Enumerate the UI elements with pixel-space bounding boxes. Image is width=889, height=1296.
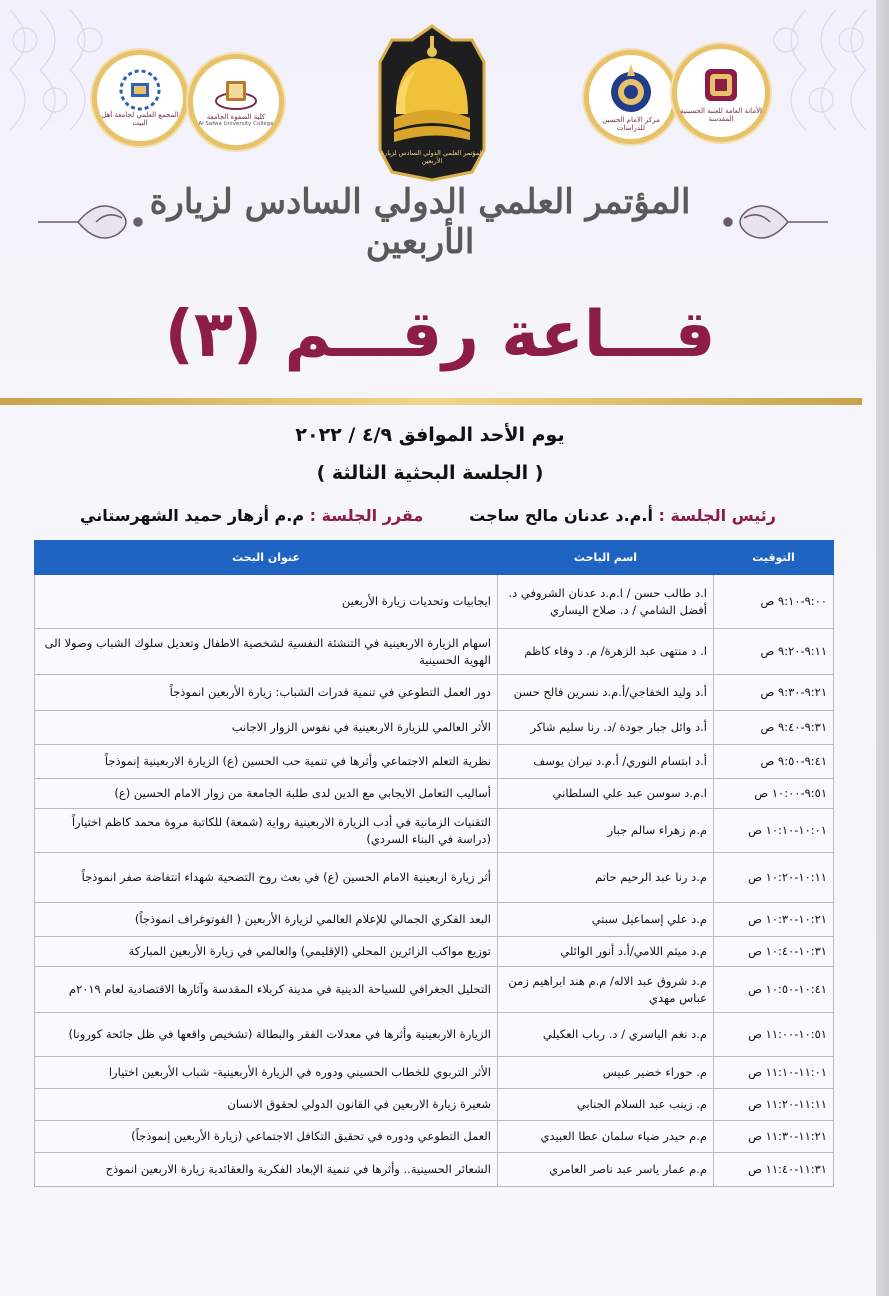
row-time: ٩:١١-٩:٢٠ ص — [714, 629, 834, 675]
row-researcher: م.م حيدر ضياء سلمان عطا العبيدي — [498, 1121, 714, 1153]
row-researcher: م.م عمار ياسر عبد ناصر العامري — [498, 1153, 714, 1187]
logo-safwa-college — [188, 54, 284, 150]
row-time: ١٠:٠١-١٠:١٠ ص — [714, 809, 834, 853]
table-row — [35, 853, 834, 903]
header-time: التوقيت — [714, 541, 834, 575]
row-title: التقنيات الزمانية في أدب الزيارة الاربعينية رواية (شمعة) للكاتبة مروة محمد كاظم اختياراً (دراسة في البناء السردي) — [35, 809, 498, 853]
row-researcher: ا. د منتهى عبد الزهرة/ م. د وفاء كاظم — [498, 629, 714, 675]
row-time: ١١:٢١-١١:٣٠ ص — [714, 1121, 834, 1153]
header-title: عنوان البحث — [35, 541, 498, 575]
row-researcher: أ.د وائل جبار جودة /د. رنا سليم شاكر — [498, 711, 714, 745]
session-rapporteur — [80, 506, 423, 525]
row-researcher: ا.د طالب حسن / ا.م.د عدنان الشروفي د. أفضل الشامي / د. صلاح اليساري — [498, 575, 714, 629]
logo-safwa-college-sub: Al Safwa University College — [198, 121, 274, 128]
row-title: ايجابيات وتحديات زيارة الأربعين — [35, 575, 498, 629]
row-time: ٩:٢١-٩:٣٠ ص — [714, 675, 834, 711]
gold-divider — [0, 398, 862, 405]
row-researcher: أ.د وليد الخفاجي/أ.م.د نسرين فالح حسن — [498, 675, 714, 711]
row-time: ١٠:١١-١٠:٢٠ ص — [714, 853, 834, 903]
row-title: التحليل الجغرافي للسياحة الدينية في مدينة كربلاء المقدسة وآثارها الاقتصادية لعام ٢٠١٩م — [35, 967, 498, 1013]
session-name: ( الجلسة البحثية الثالثة ) — [316, 462, 544, 484]
row-researcher: ا.م.د سوسن عبد علي السلطاني — [498, 779, 714, 809]
logo-imam-hussein-center-name: مركز الامام الحسين للدراسات — [602, 115, 660, 132]
row-researcher: أ.د ابتسام النوري/ أ.م.د نيران يوسف — [498, 745, 714, 779]
table-header-row — [35, 541, 834, 575]
row-researcher: م.د ميثم اللامي/أ.د أنور الوائلي — [498, 937, 714, 967]
row-researcher: م. زينب عبد السلام الجنابي — [498, 1089, 714, 1121]
table-row — [35, 745, 834, 779]
table-row — [35, 903, 834, 937]
row-time: ٩:٠٠-٩:١٠ ص — [714, 575, 834, 629]
row-researcher: م.د رنا عبد الرحيم حاتم — [498, 853, 714, 903]
center-emblem-icon — [606, 62, 656, 116]
logo-hussein-shrine-name: الأمانة العامة للعتبة الحسينية المقدسة — [679, 106, 763, 123]
schedule-table — [34, 540, 834, 1187]
row-title: نظرية التعلم الاجتماعي وأثرها في تنمية حب الحسين (ع) الزيارة الاربعينية إنموذجاً — [35, 745, 498, 779]
row-time: ١٠:٥١-١١:٠٠ ص — [714, 1013, 834, 1057]
logo-left-academy-name: المجمع العلمي لجامعة أهل البيت — [101, 110, 179, 127]
row-researcher: م.م زهراء سالم جبار — [498, 809, 714, 853]
row-title: الأثر العالمي للزيارة الاربعينية في نفوس الزوار الاجانب — [35, 711, 498, 745]
header-researcher: اسم الباحث — [498, 541, 714, 575]
page-edge-shadow — [876, 0, 889, 1296]
session-rapporteur-label: مقرر الجلسة : — [309, 506, 424, 525]
row-title: اسهام الزيارة الاربعينية في التنشئة النفسية لشخصية الاطفال وتعديل سلوك الشباب وصولا الى الهوية الحسينية — [35, 629, 498, 675]
session-chair-name: أ.م.د عدنان مالح ساجت — [469, 506, 653, 525]
logo-hussein-shrine — [672, 44, 770, 142]
row-researcher: م.د شروق عبد الاله/ م.م هند ابراهيم زمن عباس مهدي — [498, 967, 714, 1013]
logo-left-academy — [92, 50, 188, 146]
book-icon — [214, 77, 258, 113]
table-row — [35, 675, 834, 711]
table-row — [35, 779, 834, 809]
row-title: البعد الفكري الجمالي للإعلام العالمي لزيارة الأربعين ( الفوتوغراف انموذجاً) — [35, 903, 498, 937]
row-title: شعيرة زيارة الاربعين في القانون الدولي لحقوق الانسان — [35, 1089, 498, 1121]
title-flourish-right — [718, 192, 828, 252]
emblem-caption: المؤتمر العلمي الدولي السادس لزيارة الأربعين — [380, 149, 484, 165]
session-rapporteur-name: م.م أزهار حميد الشهرستاني — [80, 506, 305, 525]
row-time: ١١:١١-١١:٢٠ ص — [714, 1089, 834, 1121]
row-time: ١٠:٤١-١٠:٥٠ ص — [714, 967, 834, 1013]
table-row — [35, 711, 834, 745]
table-row — [35, 1013, 834, 1057]
conference-emblem — [372, 22, 492, 182]
logo-safwa-college-name: كلية الصفوة الجامعة — [206, 112, 266, 121]
table-row — [35, 629, 834, 675]
conference-title: المؤتمر العلمي الدولي السادس لزيارة الأربعين — [149, 182, 691, 262]
table-row — [35, 575, 834, 629]
row-time: ١٠:٢١-١٠:٣٠ ص — [714, 903, 834, 937]
row-title: الزيارة الاربعينية وأثرها في معدلات الفقر والبطالة (تشخيص واقعها في ظل جائحة كورونا) — [35, 1013, 498, 1057]
row-time: ٩:٤١-٩:٥٠ ص — [714, 745, 834, 779]
hall-title: قـــاعة رقـــم (٣) — [164, 298, 716, 372]
session-chair — [469, 506, 776, 525]
row-researcher: م. حوراء خضير عبيس — [498, 1057, 714, 1089]
row-researcher: م.د نغم الياسري / د. رباب العكيلي — [498, 1013, 714, 1057]
row-time: ١١:٠١-١١:١٠ ص — [714, 1057, 834, 1089]
row-title: أثر زيارة اربعينية الامام الحسين (ع) في بعث روح التضحية شهداء انتفاضة صفر انموذجاً — [35, 853, 498, 903]
row-time: ٩:٥١-١٠:٠٠ ص — [714, 779, 834, 809]
logo-imam-hussein-center — [584, 50, 678, 144]
table-row — [35, 1153, 834, 1187]
table-row — [35, 809, 834, 853]
row-title: الشعائر الحسينية.. وأثرها في تنمية الإبعاد الفكرية والعقائدية زيارة الاربعين انموذج — [35, 1153, 498, 1187]
table-row — [35, 937, 834, 967]
shrine-seal-icon — [699, 63, 743, 107]
session-chair-label: رئيس الجلسة : — [658, 506, 776, 525]
table-row — [35, 967, 834, 1013]
row-researcher: م.د علي إسماعيل سبتي — [498, 903, 714, 937]
academy-emblem-icon — [117, 69, 163, 111]
table-row — [35, 1057, 834, 1089]
row-time: ١٠:٣١-١٠:٤٠ ص — [714, 937, 834, 967]
row-title: دور العمل التطوعي في تنمية قدرات الشباب: زيارة الأربعين انموذجاً — [35, 675, 498, 711]
row-title: العمل التطوعي ودوره في تحقيق التكافل الاجتماعي (زيارة الأربعين إنموذجاً) — [35, 1121, 498, 1153]
table-row — [35, 1089, 834, 1121]
row-time: ١١:٣١-١١:٤٠ ص — [714, 1153, 834, 1187]
session-date: يوم الأحد الموافق ٤/٩ / ٢٠٢٢ — [295, 424, 565, 446]
table-row — [35, 1121, 834, 1153]
row-time: ٩:٣١-٩:٤٠ ص — [714, 711, 834, 745]
row-title: أساليب التعامل الايجابي مع الدين لدى طلبة الجامعة من زوار الامام الحسين (ع) — [35, 779, 498, 809]
row-title: توزيع مواكب الزائرين المحلي (الإقليمي) والعالمي في زيارة الأربعين المباركة — [35, 937, 498, 967]
row-title: الأثر التربوي للخطاب الحسيني ودوره في الزيارة الأربعينية- شباب الأربعين اختيارا — [35, 1057, 498, 1089]
